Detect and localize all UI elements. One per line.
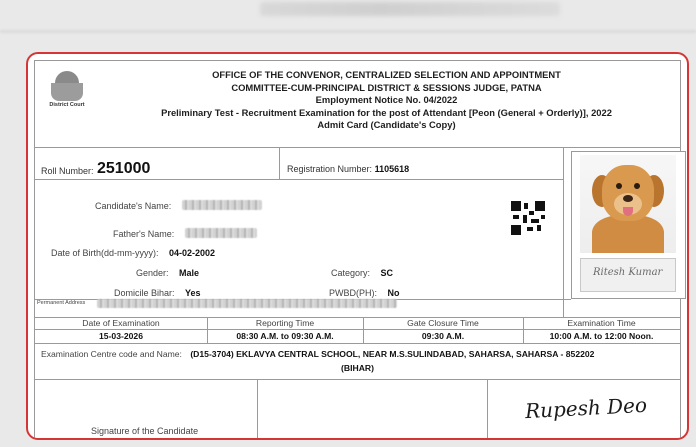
authority-signature: Rupesh Deo (524, 392, 648, 424)
photo-signature: Ritesh Kumar (593, 267, 663, 278)
domicile-value: Yes (184, 288, 201, 298)
registration-number (287, 164, 409, 174)
registration-value: 1105618 (374, 164, 410, 174)
roll-number-value: 251000 (97, 160, 151, 177)
father-name-label: Father's Name: (113, 229, 175, 239)
pwbd-label: PWBD(PH): (329, 288, 377, 298)
divider (563, 147, 564, 317)
exam-centre-value: (D15-3704) EKLAVYA CENTRAL SCHOOL, NEAR M.S.SULINDABAD, SAHARSA, SAHARSA - 852202 (190, 349, 595, 359)
exam-centre-row (41, 349, 674, 359)
divider (35, 179, 563, 180)
admit-card-document (34, 60, 681, 438)
candidate-photo-box (571, 151, 686, 299)
dob-row (51, 243, 215, 261)
admit-card (26, 52, 689, 440)
exam-date-value: 15-03-2026 (99, 331, 143, 341)
exam-time-value: 10:00 A.M. to 12:00 Noon. (549, 331, 654, 341)
category-row (331, 263, 393, 281)
court-emblem-icon (41, 67, 93, 113)
employment-notice: Employment Notice No. 04/2022 (315, 94, 458, 106)
pwbd-value: No (387, 288, 400, 298)
divider (35, 329, 680, 330)
exam-title: Preliminary Test - Recruitment Examination for the post of Attendant [Peon (General + Orderly)], 2022 (161, 106, 612, 118)
dob-label: Date of Birth(dd-mm-yyyy): (51, 248, 159, 258)
divider (35, 379, 680, 380)
gate-closure-value: 09:30 A.M. (421, 331, 465, 341)
reporting-time-header: Reporting Time (255, 318, 315, 328)
exam-date-header: Date of Examination (82, 318, 160, 328)
gender-row (136, 263, 199, 281)
divider (279, 147, 280, 179)
gender-label: Gender: (136, 268, 169, 278)
category-label: Category: (331, 268, 371, 278)
dob-value: 04-02-2002 (168, 248, 216, 258)
permanent-address-redacted (97, 299, 397, 308)
background-line (0, 30, 696, 33)
registration-label: Registration Number: (287, 164, 373, 174)
qr-code-icon (511, 201, 545, 235)
exam-centre-state: (BIHAR) (341, 363, 374, 373)
candidate-signature-label: Signature of the Candidate (91, 426, 199, 436)
father-name-redacted (185, 228, 257, 238)
divider (35, 343, 680, 344)
header-text (95, 69, 678, 132)
gate-closure-header: Gate Closure Time (407, 318, 479, 328)
candidate-name-row (95, 196, 262, 214)
roll-number-label: Roll Number: (41, 166, 94, 176)
candidate-name-redacted (182, 200, 262, 210)
exam-centre-label: Examination Centre code and Name: (41, 349, 182, 359)
divider (487, 379, 488, 440)
photo-signature-box (580, 258, 676, 292)
reporting-time-value: 08:30 A.M. to 09:30 A.M. (236, 331, 334, 341)
gender-value: Male (178, 268, 199, 278)
domicile-label: Domicile Bihar: (114, 288, 175, 298)
category-value: SC (380, 268, 393, 278)
permanent-address-label: Permanent Address (37, 300, 86, 306)
divider (257, 379, 258, 440)
background-title-blur (260, 2, 560, 16)
admit-card-header (35, 61, 680, 148)
candidate-photo (580, 155, 676, 253)
office-title: OFFICE OF THE CONVENOR, CENTRALIZED SELECTION AND APPOINTMENT (212, 69, 561, 80)
father-name-row (113, 224, 257, 242)
exam-time-header: Examination Time (567, 318, 636, 328)
emblem-label: District Court (49, 102, 85, 108)
committee-title: COMMITTEE-CUM-PRINCIPAL DISTRICT & SESSIONS JUDGE, PATNA (231, 81, 542, 93)
candidate-name-label: Candidate's Name: (95, 201, 172, 211)
admit-card-title: Admit Card (Candidate's Copy) (317, 119, 456, 131)
